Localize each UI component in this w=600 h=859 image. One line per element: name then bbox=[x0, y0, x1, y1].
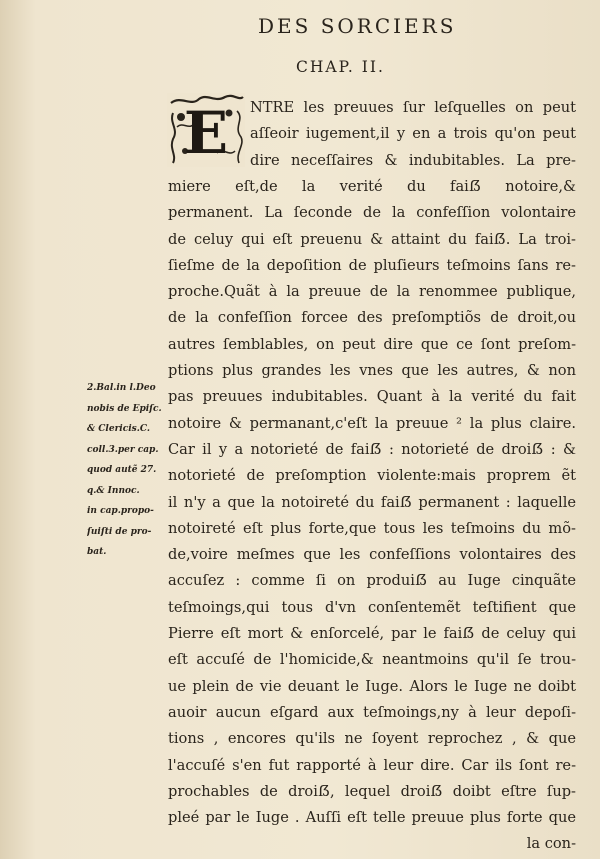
margin-note-line: bat. bbox=[87, 547, 107, 557]
body-line: permanent. La ſeconde de la confeſſion volontaire bbox=[168, 204, 576, 222]
margin-note-line: quod autẽ 27. bbox=[87, 465, 157, 475]
body-line: accuſez : comme ſi on produiẞ au Iuge cinquãte bbox=[168, 572, 576, 590]
margin-note-line: ſuiſti de pro- bbox=[87, 526, 152, 537]
body-line: notoireté eſt plus forte,que tous les teſmoins du mõ- bbox=[168, 519, 576, 537]
margin-note-line: & Clericis.C. bbox=[87, 424, 150, 434]
body-line: proche.Quãt à la preuue de la renommee publique, bbox=[168, 283, 576, 301]
chapter-heading: CHAP. II. bbox=[296, 58, 385, 76]
margin-note-line: 2.Bal.in l.Deo bbox=[87, 383, 156, 393]
margin-note-line: in cap.propo- bbox=[87, 506, 154, 516]
running-title: DES SORCIERS bbox=[258, 14, 457, 38]
body-line: de,voire meſmes que les confeſſions volontaires des bbox=[168, 546, 576, 564]
body-line: il n'y a que la notoireté du faiẞ permanent : laquelle bbox=[168, 493, 576, 511]
body-line: eſt accuſé de l'homicide,& neantmoins qu'il ſe trou- bbox=[168, 651, 576, 669]
body-line: teſmoings,qui tous d'vn conſentemẽt teſtifient que bbox=[168, 598, 576, 616]
dropcap-letter: E bbox=[183, 99, 229, 167]
margin-note-line: coll.3.per cap. bbox=[87, 444, 159, 455]
body-line: autres ſemblables, on peut dire que ce ſont preſom- bbox=[168, 335, 576, 353]
body-line: prochables de droiẞ, lequel droiẞ doibt eſtre ſup- bbox=[168, 782, 576, 800]
body-line: la con- bbox=[526, 835, 576, 853]
body-line: miere eſt,de la verité du faiẞ notoire,& bbox=[168, 177, 576, 195]
body-line: Pierre eſt mort & enſorcelé, par le faiẞ de celuy qui bbox=[168, 625, 576, 642]
margin-note-line: q.& Innoc. bbox=[87, 485, 140, 496]
body-line: ſieſme de la depoſition de pluſieurs teſmoins ſans re- bbox=[168, 256, 576, 274]
body-line: Car il y a notorieté de faiẞ : notorieté de droiẞ : & bbox=[168, 440, 576, 458]
body-line: de celuy qui eſt preuenu & attaint du faiẞ. La troi- bbox=[168, 230, 576, 248]
body-line: dire neceſſaires & indubitables. La pre- bbox=[250, 151, 576, 169]
body-line: ptions plus grandes les vnes que les autres, & non bbox=[168, 362, 576, 379]
body-line: notorieté de preſomption violente:mais proprem ẽt bbox=[168, 467, 576, 485]
body-line: notoire & permanant,c'eſt la preuue ² la plus claire. bbox=[168, 414, 576, 432]
ornamental-initial-icon bbox=[167, 93, 245, 167]
body-line: NTRE les preuues ſur leſquelles on peut bbox=[250, 99, 576, 116]
body-line: de la confeſſion forcee des preſomptiõs de droit,ou bbox=[168, 309, 576, 327]
body-line: aſſeoir iugement,il y en a trois qu'on peut bbox=[250, 125, 576, 143]
body-line: pleé par le Iuge . Auſſi eſt telle preuue plus forte que bbox=[168, 809, 576, 827]
body-line: tions , encores qu'ils ne ſoyent reprochez , & que bbox=[168, 730, 576, 748]
margin-note-line: nobis de Epiſc. bbox=[87, 403, 162, 414]
body-line: pas preuues indubitables. Quant à la verité du fait bbox=[168, 388, 576, 406]
body-line: ue plein de vie deuant le Iuge. Alors le Iuge ne doibt bbox=[168, 677, 576, 695]
body-line: auoir aucun eſgard aux teſmoings,ny à leur depoſi- bbox=[168, 703, 576, 721]
body-line: l'accuſé s'en fut rapporté à leur dire. Car ils ſont re- bbox=[168, 756, 576, 774]
